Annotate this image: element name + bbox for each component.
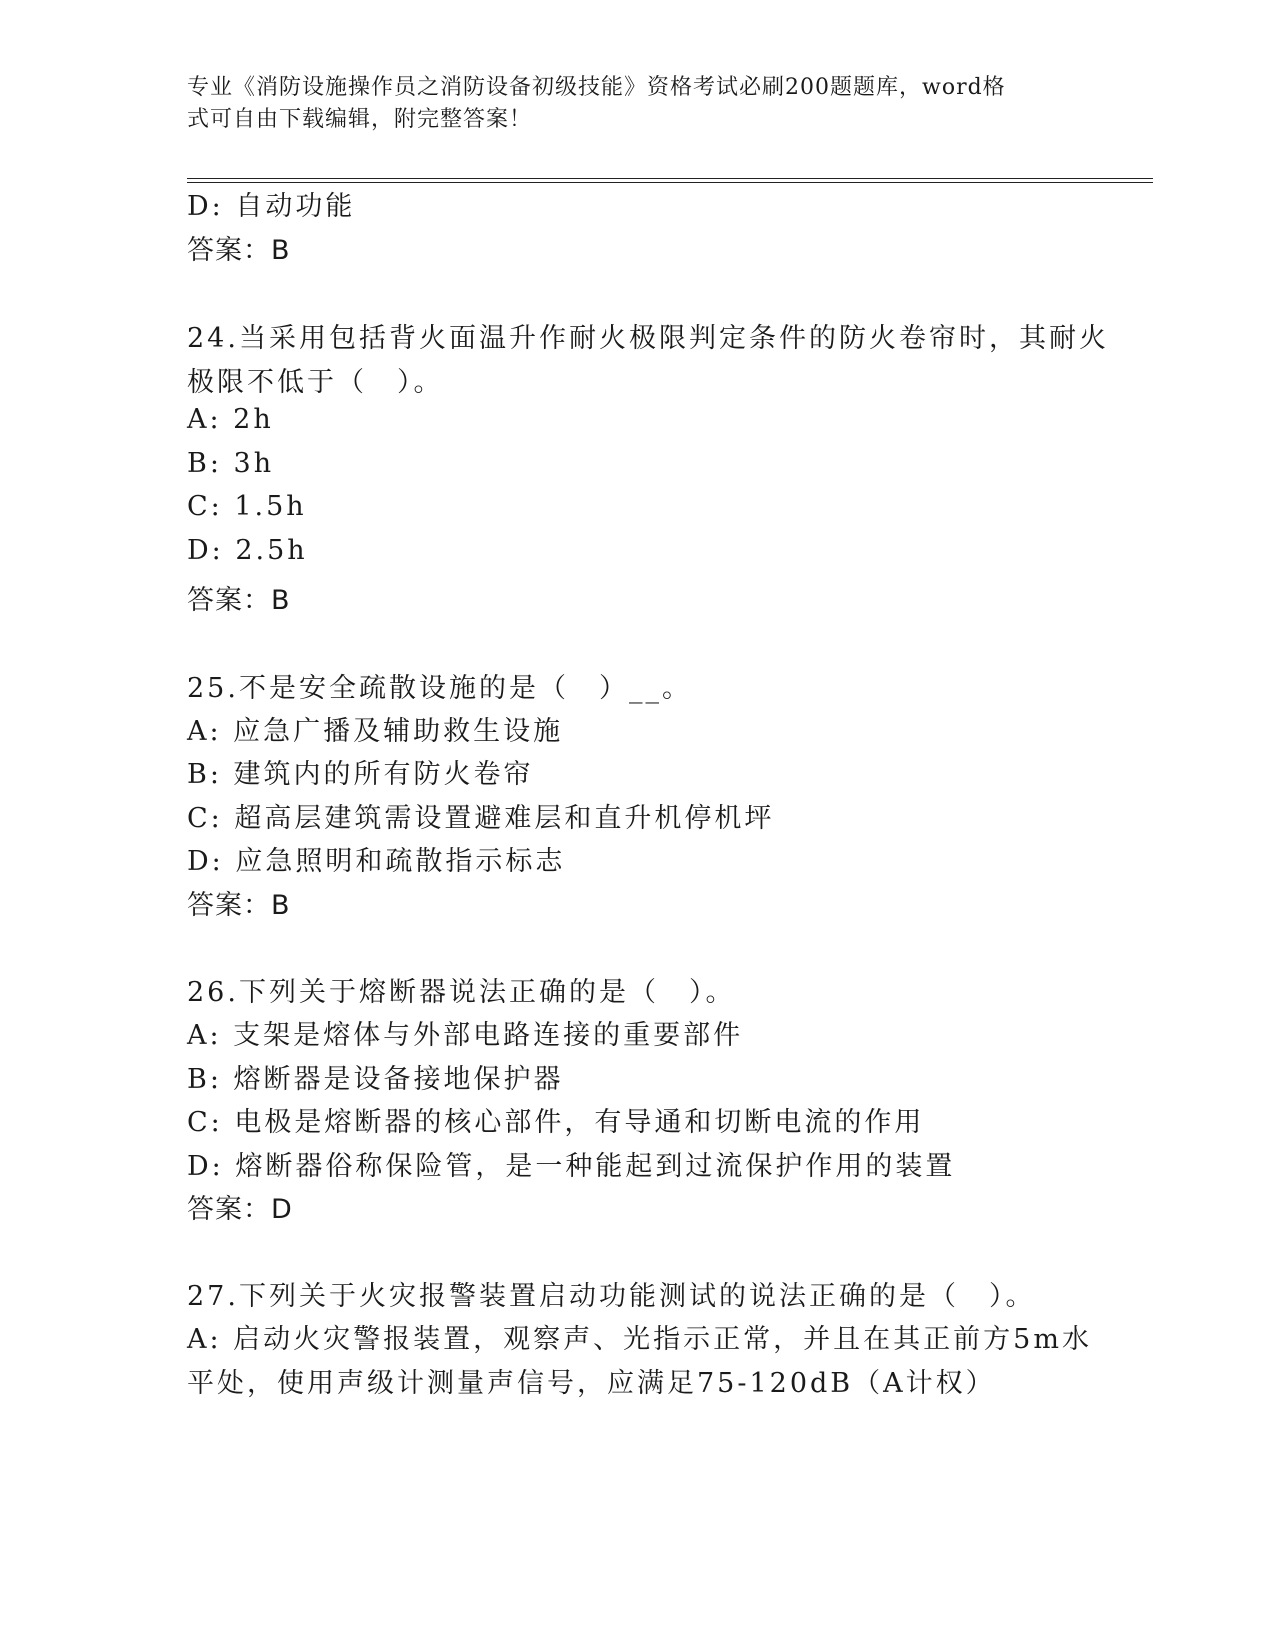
q24-answer: 答案：B [187,585,291,616]
q27-option-a-line-1: A: 启动火灾警报装置，观察声、光指示正常，并且在其正前方5m水 [187,1324,1092,1355]
q26-option-c: C: 电极是熔断器的核心部件，有导通和切断电流的作用 [187,1107,925,1138]
q26-stem: 26.下列关于熔断器说法正确的是（ ）。 [187,977,736,1008]
q24-option-d: D: 2.5h [187,535,308,566]
q24-stem-line-1: 24.当采用包括背火面温升作耐火极限判定条件的防火卷帘时，其耐火 [187,323,1109,354]
prev-option-d: D: 自动功能 [187,191,356,222]
q27-option-a-line-2: 平处，使用声级计测量声信号，应满足75-120dB（A计权） [187,1368,996,1399]
q25-option-a: A: 应急广播及辅助救生设施 [187,716,564,747]
q24-stem-line-2: 极限不低于（ ）。 [187,367,444,398]
q25-answer: 答案：B [187,890,291,921]
q25-option-b: B: 建筑内的所有防火卷帘 [187,759,534,790]
prev-answer: 答案：B [187,235,291,266]
q24-option-a: A: 2h [187,404,274,435]
q26-option-d: D: 熔断器俗称保险管，是一种能起到过流保护作用的装置 [187,1151,956,1182]
q25-option-c: C: 超高层建筑需设置避难层和直升机停机坪 [187,803,775,834]
q25-option-d: D: 应急照明和疏散指示标志 [187,846,566,877]
header-divider-top [187,178,1153,179]
q26-option-b: B: 熔断器是设备接地保护器 [187,1064,564,1095]
document-header [187,72,1067,136]
q26-option-a: A: 支架是熔体与外部电路连接的重要部件 [187,1020,744,1051]
header-divider-bottom [187,182,1153,183]
q24-option-b: B: 3h [187,448,275,479]
q27-stem: 27.下列关于火灾报警装置启动功能测试的说法正确的是（ ）。 [187,1281,1036,1312]
header-line-2: 式可自由下载编辑，附完整答案！ [187,107,533,132]
header-line-1: 专业《消防设施操作员之消防设备初级技能》资格考试必刷200题题库，word格 [187,75,1006,100]
q25-stem: 25.不是安全疏散设施的是（ ）__。 [187,673,692,704]
q26-answer: 答案：D [187,1194,293,1225]
q24-option-c: C: 1.5h [187,491,307,522]
